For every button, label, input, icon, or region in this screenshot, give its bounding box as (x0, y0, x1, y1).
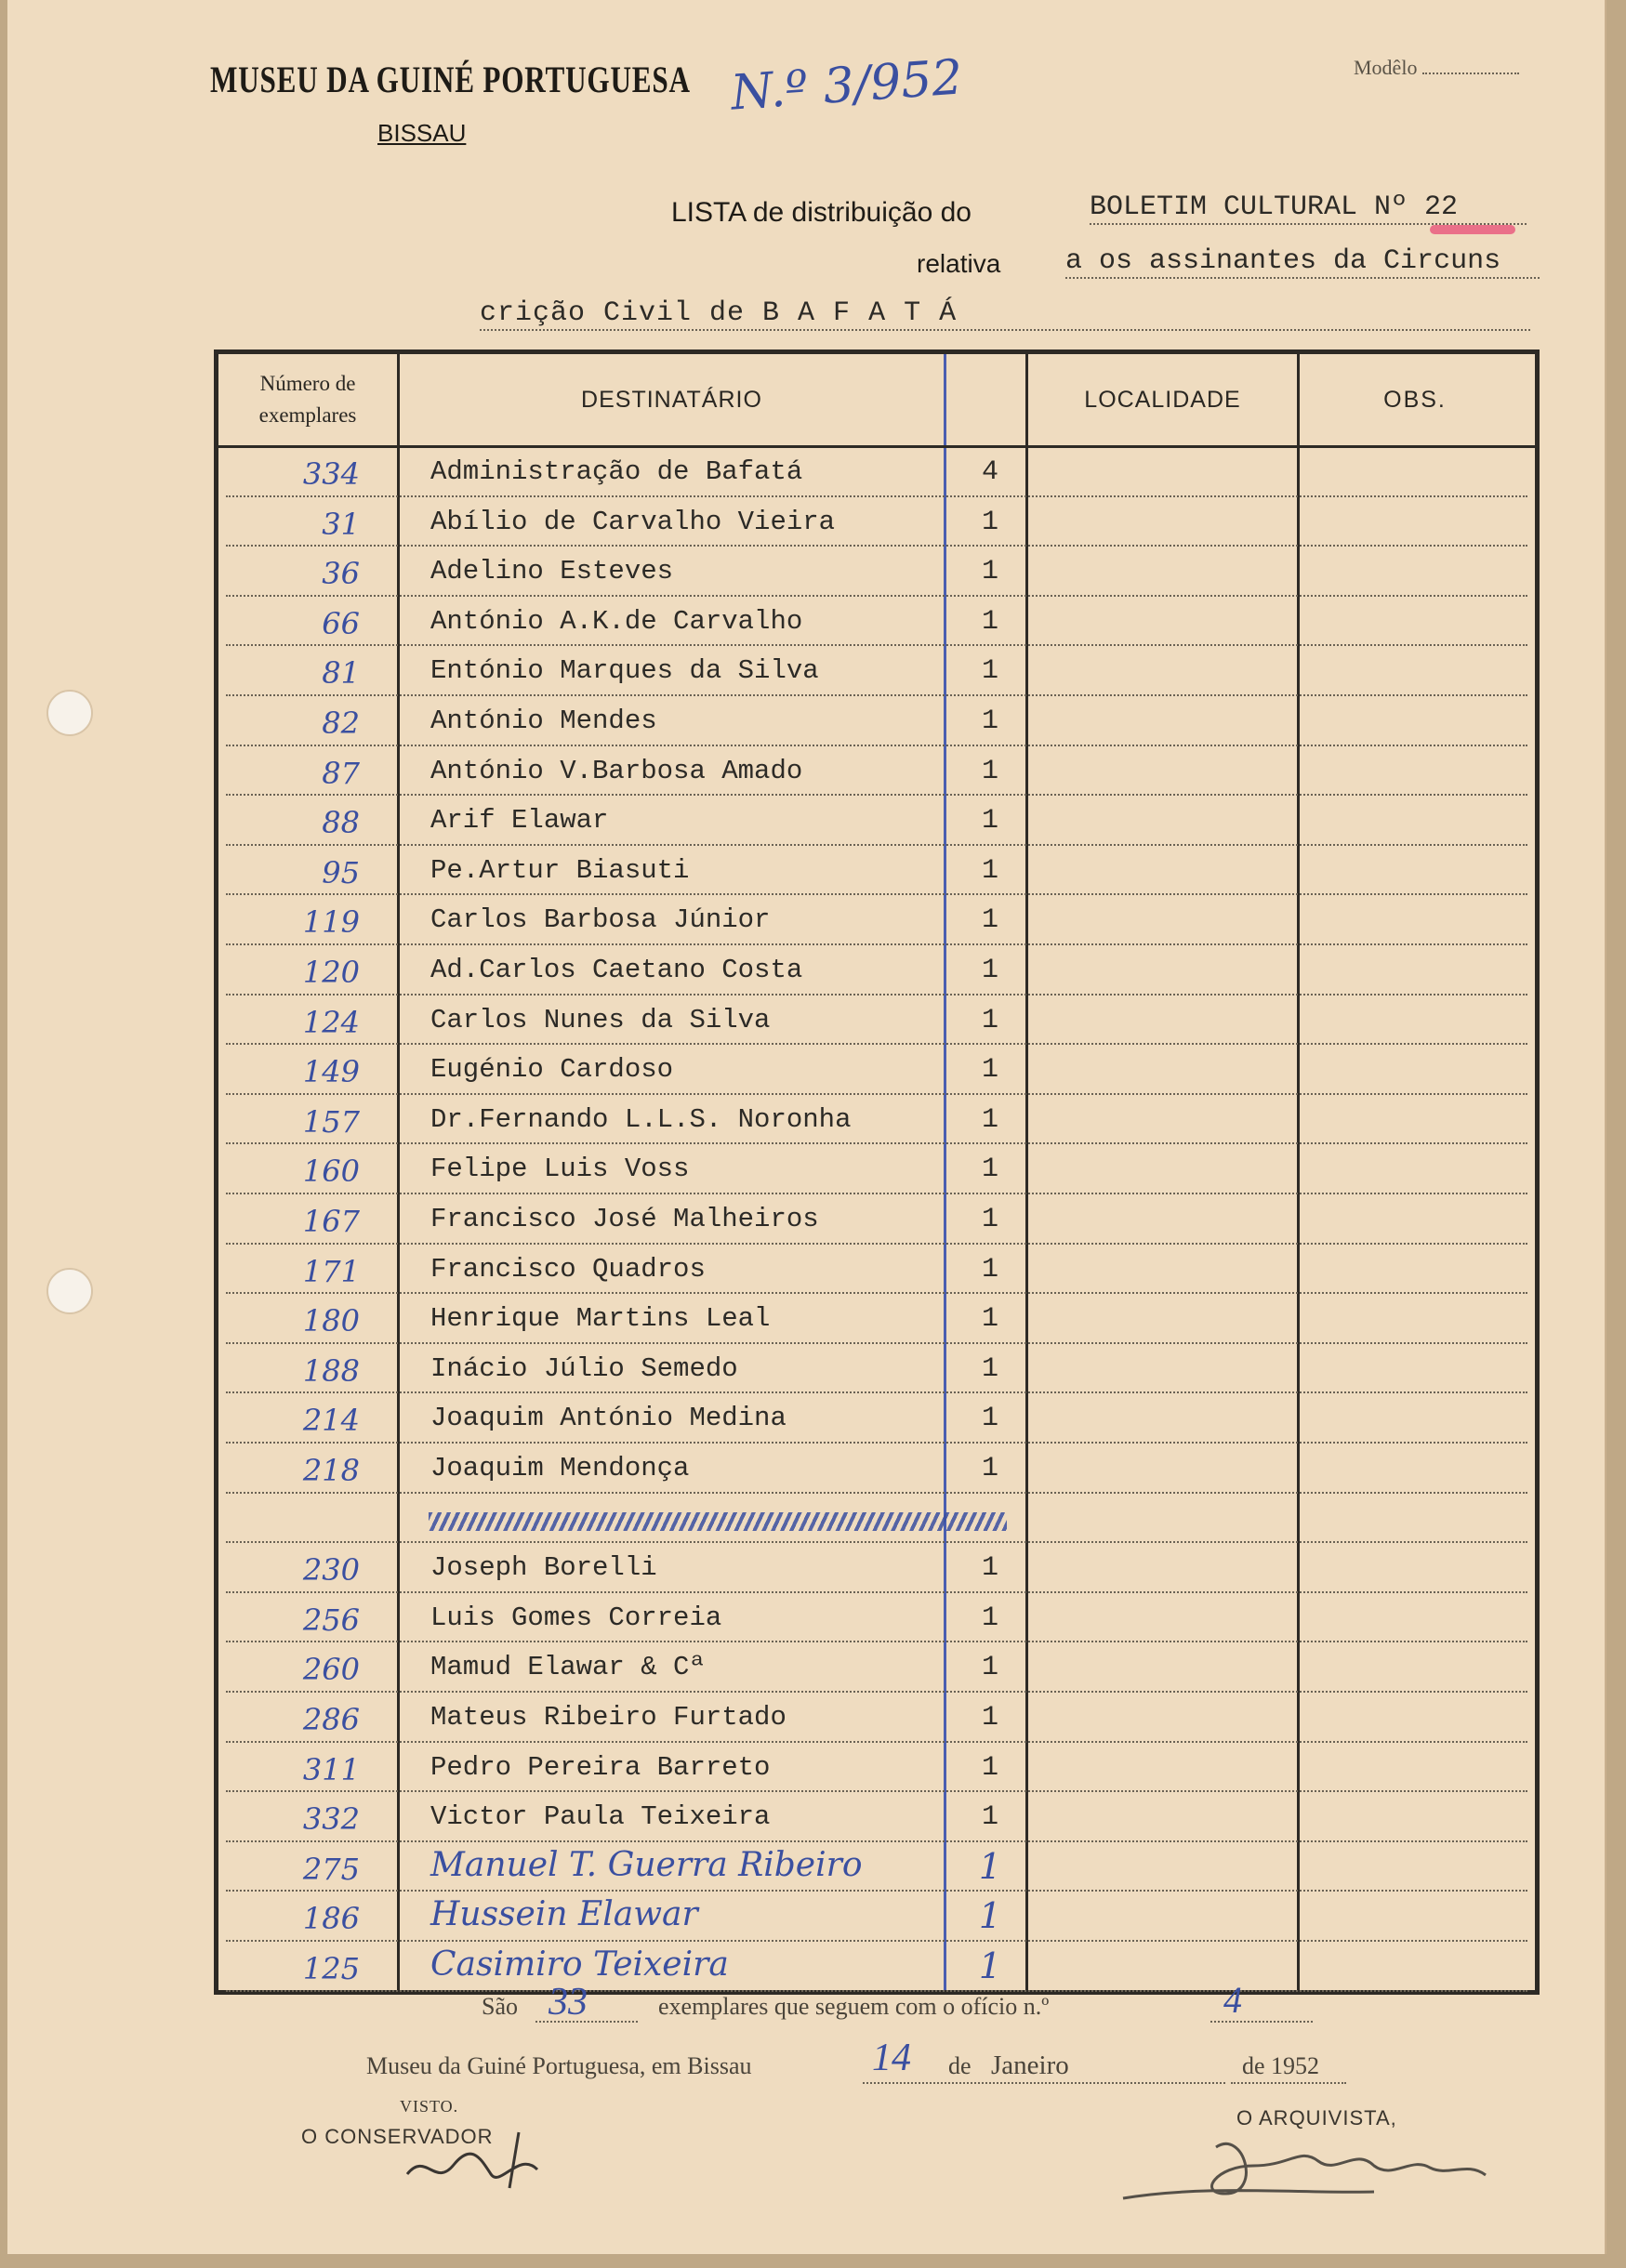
row-quantity: 1 (981, 1751, 998, 1784)
row-copy-number: 214 (302, 1403, 360, 1439)
row-copy-number: 260 (302, 1652, 360, 1688)
row-quantity: 1 (981, 556, 998, 588)
row-separator (226, 1391, 1527, 1393)
header-obs: OBS. (1383, 386, 1447, 413)
oficio-blank (1210, 2021, 1313, 2023)
row-recipient-name: Joaquim Mendonça (430, 1453, 690, 1483)
row-separator (226, 1691, 1527, 1693)
document-page (7, 0, 1606, 2254)
row-recipient-name: Abílio de Carvalho Vieira (430, 506, 836, 537)
row-quantity: 1 (981, 1552, 998, 1585)
row-quantity: 1 (978, 1895, 1002, 1937)
row-separator (226, 1940, 1527, 1942)
row-recipient-name: Administração de Bafatá (430, 456, 803, 487)
modelo-blank (1422, 73, 1519, 74)
header-separator (218, 445, 1535, 448)
row-recipient-name: Casimiro Teixeira (430, 1945, 729, 1984)
modelo-label: Modêlo (1354, 56, 1418, 79)
row-quantity: 1 (981, 805, 998, 837)
row-copy-number: 311 (302, 1751, 360, 1787)
museum-title: MUSEU DA GUINÉ PORTUGUESA (210, 59, 691, 100)
row-quantity: 1 (981, 1801, 998, 1834)
row-quantity: 1 (981, 1303, 998, 1336)
row-recipient-name: Hussein Elawar (430, 1895, 698, 1934)
row-quantity: 1 (981, 655, 998, 688)
header-destinatario: DESTINATÁRIO (581, 386, 762, 413)
row-copy-number: 157 (302, 1103, 360, 1140)
row-recipient-name: Eugénio Cardoso (430, 1054, 674, 1086)
date-de-label: de (948, 2052, 972, 2079)
row-separator (226, 495, 1527, 497)
row-copy-number: 95 (322, 854, 360, 890)
date-blank (863, 2082, 1225, 2084)
row-recipient-name: António Mendes (430, 705, 657, 736)
row-separator (226, 1342, 1527, 1344)
row-recipient-name: Manuel T. Guerra Ribeiro (430, 1845, 863, 1884)
row-recipient-name: Carlos Barbosa Júnior (430, 904, 771, 936)
row-separator (226, 1442, 1527, 1444)
row-copy-number: 186 (302, 1901, 360, 1937)
row-separator (226, 1990, 1527, 1992)
row-separator (226, 1790, 1527, 1792)
sao-label: São (482, 1993, 518, 2020)
oficio-number: 4 (1223, 1979, 1242, 2021)
row-quantity: 4 (981, 456, 998, 488)
row-quantity: 1 (981, 1352, 998, 1385)
reference-number: N.º 3/952 (729, 49, 965, 122)
row-recipient-name: Joseph Borelli (430, 1552, 657, 1584)
row-copy-number: 218 (302, 1453, 360, 1488)
header-numero: Número de exemplares (258, 372, 357, 427)
row-quantity: 1 (981, 1154, 998, 1186)
pink-highlight-mark (1430, 225, 1515, 234)
date-day: 14 (872, 2037, 911, 2079)
row-copy-number: 87 (322, 755, 360, 791)
row-separator (226, 1641, 1527, 1642)
visto-label: VISTO. (400, 2097, 459, 2116)
row-quantity: 1 (981, 1652, 998, 1684)
row-quantity: 1 (981, 904, 998, 937)
row-quantity: 1 (981, 1004, 998, 1036)
row-copy-number: 125 (302, 1951, 360, 1986)
row-quantity: 1 (981, 1253, 998, 1286)
row-separator (226, 943, 1527, 945)
row-quantity: 1 (978, 1945, 1002, 1986)
row-recipient-name: Mateus Ribeiro Furtado (430, 1702, 787, 1733)
row-quantity: 1 (978, 1845, 1002, 1887)
row-quantity: 1 (981, 755, 998, 787)
row-recipient-name: Ad.Carlos Caetano Costa (430, 955, 803, 985)
row-quantity: 1 (981, 1702, 998, 1734)
row-recipient-name: Francisco José Malheiros (430, 1204, 819, 1234)
arquivista-signature (1095, 2110, 1504, 2212)
row-quantity: 1 (981, 1403, 998, 1435)
row-quantity: 1 (981, 955, 998, 986)
row-recipient-name: Joaquim António Medina (430, 1403, 787, 1434)
row-separator (226, 644, 1527, 646)
row-copy-number: 88 (322, 805, 360, 841)
lista-label: LISTA de distribuição do (671, 197, 972, 228)
row-copy-number: 31 (322, 506, 360, 542)
col-divider-1 (397, 354, 400, 1990)
row-quantity: 1 (981, 605, 998, 638)
exemplares-text: exemplares que seguem com o ofício n.º (658, 1993, 1050, 2020)
row-separator (226, 1093, 1527, 1095)
row-separator (226, 794, 1527, 796)
row-copy-number: 120 (302, 955, 360, 990)
row-copy-number: 334 (302, 456, 360, 492)
row-recipient-name: Arif Elawar (430, 805, 609, 837)
row-recipient-name: Mamud Elawar & Cª (430, 1652, 706, 1683)
row-separator (226, 1193, 1527, 1194)
row-separator (226, 893, 1527, 895)
row-copy-number: 332 (302, 1801, 360, 1838)
arquivista-label: O ARQUIVISTA, (1236, 2106, 1397, 2130)
row-separator (226, 994, 1527, 996)
row-recipient-name: António A.K.de Carvalho (430, 605, 803, 637)
row-separator (226, 595, 1527, 597)
row-separator (226, 1243, 1527, 1245)
row-recipient-name: Inácio Júlio Semedo (430, 1352, 738, 1384)
modelo-field (1354, 56, 1519, 80)
row-recipient-name: Henrique Martins Leal (430, 1303, 771, 1335)
row-separator (226, 1840, 1527, 1842)
row-separator (226, 1541, 1527, 1543)
relativa-field: a os assinantes da Circuns (1065, 245, 1540, 279)
row-separator (226, 844, 1527, 846)
row-copy-number: 230 (302, 1552, 360, 1589)
museu-place-text: Museu da Guiné Portuguesa, em Bissau (366, 2052, 752, 2079)
col-divider-2 (1025, 354, 1028, 1990)
row-quantity: 1 (981, 1103, 998, 1136)
date-year: de 1952 (1242, 2052, 1320, 2079)
boletim-field: BOLETIM CULTURAL Nº 22 (1090, 191, 1527, 225)
row-separator (226, 1292, 1527, 1294)
row-recipient-name: Entónio Marques da Silva (430, 655, 819, 687)
row-copy-number: 167 (302, 1204, 360, 1239)
row-quantity: 1 (981, 705, 998, 737)
row-separator (226, 545, 1527, 547)
count-blank (535, 2021, 638, 2023)
row-recipient-name: Victor Paula Teixeira (430, 1801, 771, 1833)
row-copy-number: 188 (302, 1352, 360, 1389)
row-copy-number: 81 (322, 655, 360, 692)
row-separator (226, 694, 1527, 696)
punch-hole-top (46, 690, 93, 736)
city-label: BISSAU (377, 119, 467, 147)
row-copy-number: 82 (322, 705, 360, 741)
row-separator (226, 1142, 1527, 1144)
col-divider-3 (1297, 354, 1300, 1990)
row-recipient-name: Felipe Luis Voss (430, 1154, 690, 1185)
row-separator (226, 1591, 1527, 1593)
row-quantity: 1 (981, 1204, 998, 1235)
row-separator (226, 1043, 1527, 1045)
row-recipient-name: Pedro Pereira Barreto (430, 1751, 771, 1783)
row-copy-number: 286 (302, 1702, 360, 1737)
header-localidade: LOCALIDADE (1084, 386, 1241, 413)
row-quantity: 1 (981, 1054, 998, 1087)
row-copy-number: 275 (302, 1851, 360, 1887)
row-separator (226, 1890, 1527, 1892)
row-copy-number: 119 (302, 904, 360, 941)
row-separator (226, 1492, 1527, 1494)
row-copy-number: 160 (302, 1154, 360, 1190)
row-recipient-name: Carlos Nunes da Silva (430, 1004, 771, 1035)
row-separator (226, 1741, 1527, 1743)
row-quantity: 1 (981, 854, 998, 887)
row-recipient-name: Luis Gomes Correia (430, 1602, 722, 1633)
row-copy-number: 124 (302, 1004, 360, 1040)
row-recipient-name: Adelino Esteves (430, 556, 674, 587)
row-quantity: 1 (981, 506, 998, 538)
row-copy-number: 66 (322, 605, 360, 641)
row-separator (226, 745, 1527, 746)
row-copy-number: 149 (302, 1054, 360, 1090)
row-copy-number: 256 (302, 1602, 360, 1638)
row-copy-number: 180 (302, 1303, 360, 1339)
distribution-table (214, 349, 1540, 1995)
row-recipient-name: Dr.Fernando L.L.S. Noronha (430, 1103, 852, 1135)
punch-hole-bottom (46, 1268, 93, 1314)
conservador-signature (379, 2123, 565, 2197)
row-recipient-name: Pe.Artur Biasuti (430, 854, 690, 886)
row-quantity: 1 (981, 1453, 998, 1484)
relativa-label: relativa (917, 249, 1001, 278)
cricao-field: crição Civil de B A F A T Á (480, 297, 1530, 331)
row-copy-number: 171 (302, 1253, 360, 1289)
struck-out-entry (429, 1512, 1007, 1531)
date-month: Janeiro (991, 2050, 1069, 2080)
row-recipient-name: António V.Barbosa Amado (430, 755, 803, 786)
row-copy-number: 36 (322, 556, 360, 592)
year-underline (1231, 2082, 1346, 2084)
row-recipient-name: Francisco Quadros (430, 1253, 706, 1285)
qty-divider-ink-line (944, 354, 946, 1990)
total-count: 33 (549, 1981, 588, 2024)
row-quantity: 1 (981, 1602, 998, 1634)
conservador-label: O CONSERVADOR (301, 2125, 494, 2148)
